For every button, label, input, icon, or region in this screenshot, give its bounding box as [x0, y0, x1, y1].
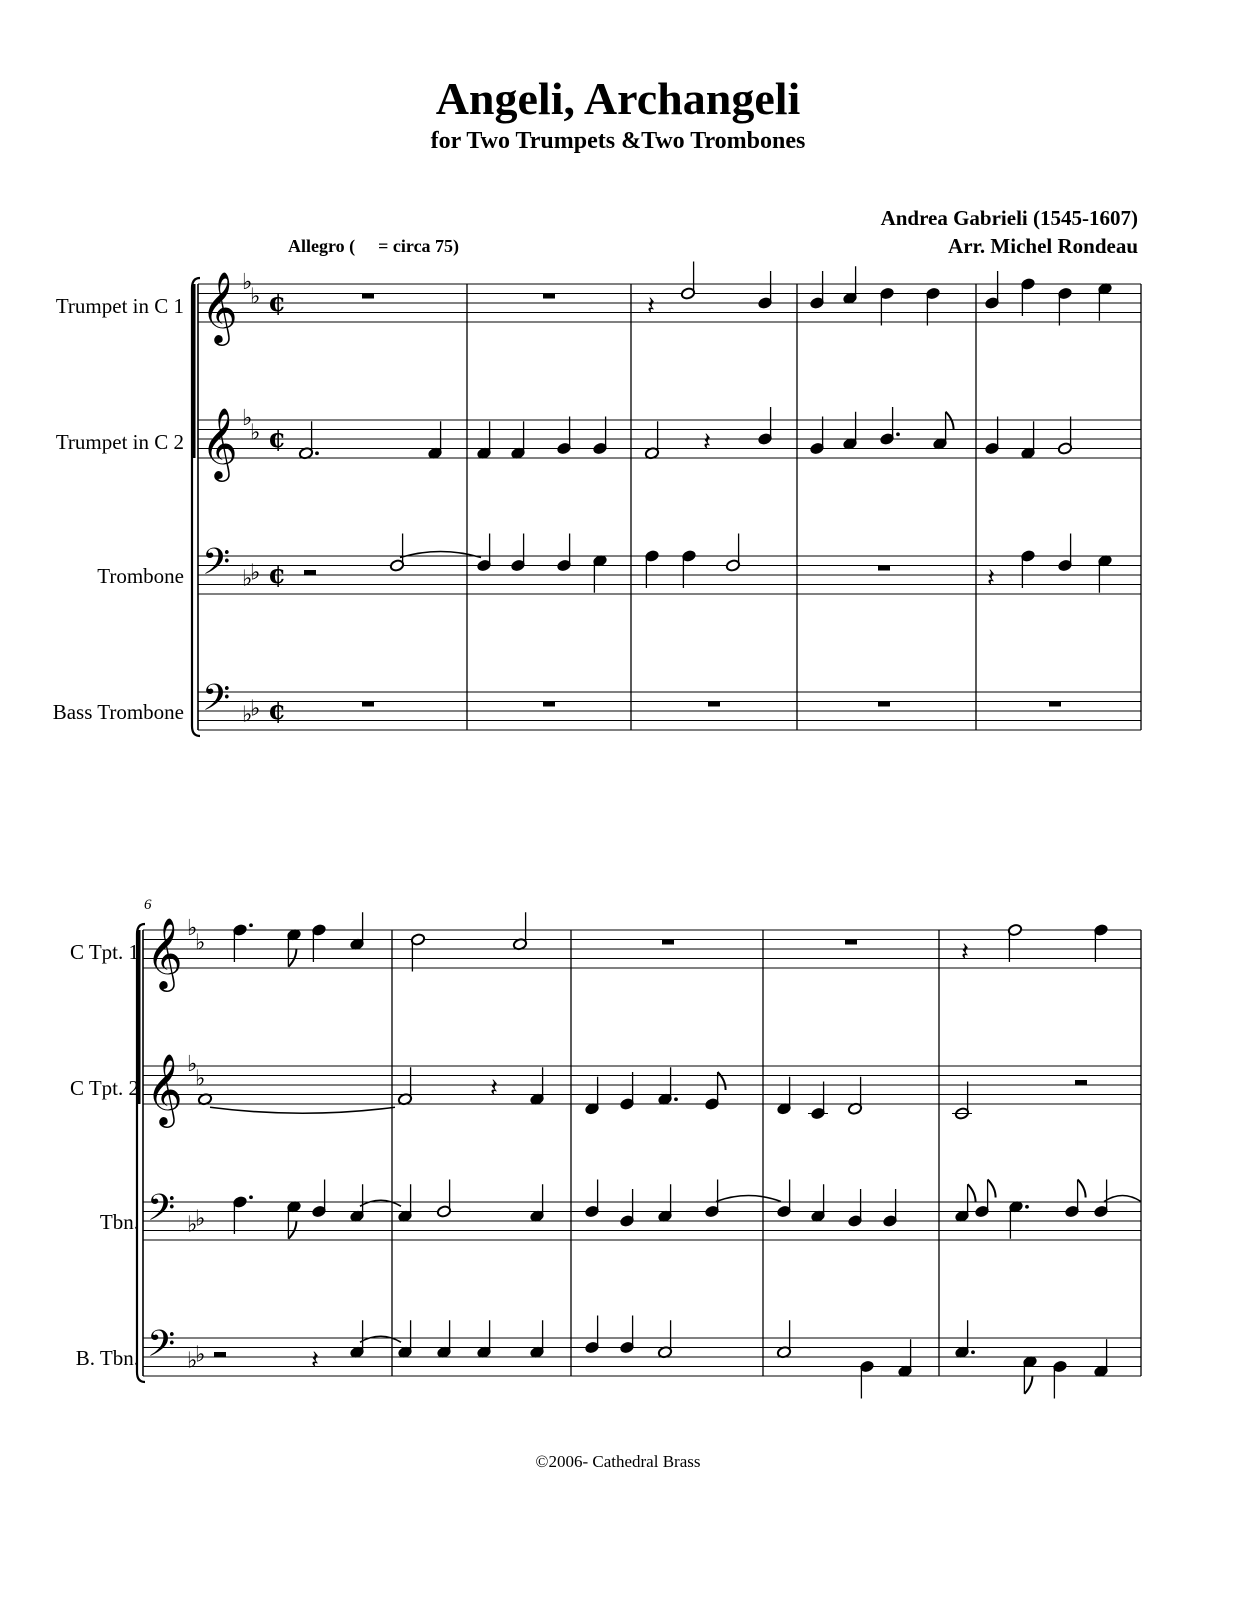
bass-clef-icon: 𝄢	[202, 676, 231, 728]
treble-clef-icon: 𝄞	[146, 916, 183, 989]
quarter-rest-icon: 𝄽	[703, 427, 711, 458]
cut-time-icon: ¢	[268, 696, 287, 726]
treble-clef-icon: 𝄞	[146, 1052, 183, 1125]
flat-icon: ♭	[187, 1052, 198, 1077]
flat-icon: ♭	[250, 560, 261, 586]
bass-clef-icon: 𝄢	[147, 1322, 176, 1374]
note-flag	[288, 1221, 296, 1239]
whole-rest	[878, 566, 890, 571]
half-rest	[214, 1352, 226, 1357]
flat-icon: ♭	[242, 702, 253, 728]
tempo-value: = circa 75)	[378, 236, 460, 256]
quarter-rest-icon: 𝄽	[490, 1073, 498, 1104]
note-dot	[674, 1097, 678, 1101]
instrument-label-trumpet-2: Trumpet in C 2	[55, 430, 184, 454]
instrument-label-bass-trombone: Bass Trombone	[52, 700, 184, 724]
note-flag	[1024, 1376, 1032, 1394]
copyright-notice: ©2006- Cathedral Brass	[535, 1452, 701, 1471]
note-flag	[1078, 1180, 1086, 1198]
score-title: Angeli, Archangeli	[435, 73, 801, 124]
flat-icon: ♭	[250, 696, 261, 722]
score-subtitle: for Two Trumpets &Two Trombones	[430, 128, 806, 154]
whole-rest	[878, 702, 890, 707]
whole-rest	[845, 940, 857, 945]
note-dot	[249, 923, 253, 927]
tie	[716, 1196, 781, 1202]
tempo-text: Allegro (	[288, 236, 356, 256]
treble-clef-icon: 𝄞	[201, 406, 238, 479]
note-flag	[946, 412, 954, 430]
instrument-label-bass-trombone-short: B. Tbn.	[75, 1346, 139, 1370]
instrument-label-trumpet-2-short: C Tpt. 2	[69, 1076, 139, 1100]
cut-time-icon: ¢	[268, 560, 287, 590]
whole-rest	[362, 702, 374, 707]
whole-rest	[1049, 702, 1061, 707]
flat-icon: ♭	[250, 284, 261, 310]
note-dot	[971, 1350, 975, 1354]
whole-rest	[708, 702, 720, 707]
flat-icon: ♭	[242, 566, 253, 592]
flat-icon: ♭	[195, 1342, 206, 1368]
treble-clef-icon: 𝄞	[201, 270, 238, 343]
whole-rest	[362, 294, 374, 299]
bass-clef-icon: 𝄢	[147, 1186, 176, 1238]
cut-time-icon: ¢	[268, 288, 287, 318]
quarter-rest-icon: 𝄽	[987, 563, 995, 594]
half-rest	[304, 570, 316, 575]
instrument-label-trumpet-1: Trumpet in C 1	[55, 294, 184, 318]
note-flag	[968, 1184, 976, 1202]
note-flag	[988, 1180, 996, 1198]
flat-icon: ♭	[187, 1348, 198, 1374]
tie	[360, 1336, 401, 1342]
tie	[210, 1107, 395, 1113]
note-flag	[288, 949, 296, 967]
bass-clef-icon: 𝄢	[202, 540, 231, 592]
whole-rest	[543, 702, 555, 707]
flat-icon: ♭	[187, 916, 198, 941]
arranger-credit: Arr. Michel Rondeau	[948, 234, 1138, 258]
whole-rest	[543, 294, 555, 299]
cut-time-icon: ¢	[268, 424, 287, 454]
note-dot	[315, 451, 319, 455]
quarter-rest-icon: 𝄽	[311, 1345, 319, 1376]
note-dot	[896, 432, 900, 436]
flat-icon: ♭	[242, 270, 253, 295]
flat-icon: ♭	[250, 420, 261, 446]
tie	[360, 1200, 401, 1206]
note-dot	[249, 1195, 253, 1199]
instrument-label-trombone: Trombone	[97, 564, 184, 588]
flat-icon: ♭	[195, 1206, 206, 1232]
flat-icon: ♭	[195, 1066, 206, 1092]
note-flag	[718, 1072, 726, 1090]
quarter-rest-icon: 𝄽	[647, 291, 655, 322]
flat-icon: ♭	[242, 406, 253, 431]
tie	[400, 552, 481, 558]
flat-icon: ♭	[187, 1212, 198, 1238]
composer-credit: Andrea Gabrieli (1545-1607)	[880, 206, 1138, 230]
flat-icon: ♭	[195, 930, 206, 956]
instrument-label-trumpet-1-short: C Tpt. 1	[69, 940, 139, 964]
measure-number: 6	[144, 897, 152, 913]
instrument-label-trombone-short: Tbn.	[99, 1210, 139, 1234]
half-rest	[1075, 1080, 1087, 1085]
whole-rest	[662, 940, 674, 945]
tie	[1104, 1196, 1141, 1202]
note-dot	[1025, 1205, 1029, 1209]
quarter-rest-icon: 𝄽	[961, 937, 969, 968]
